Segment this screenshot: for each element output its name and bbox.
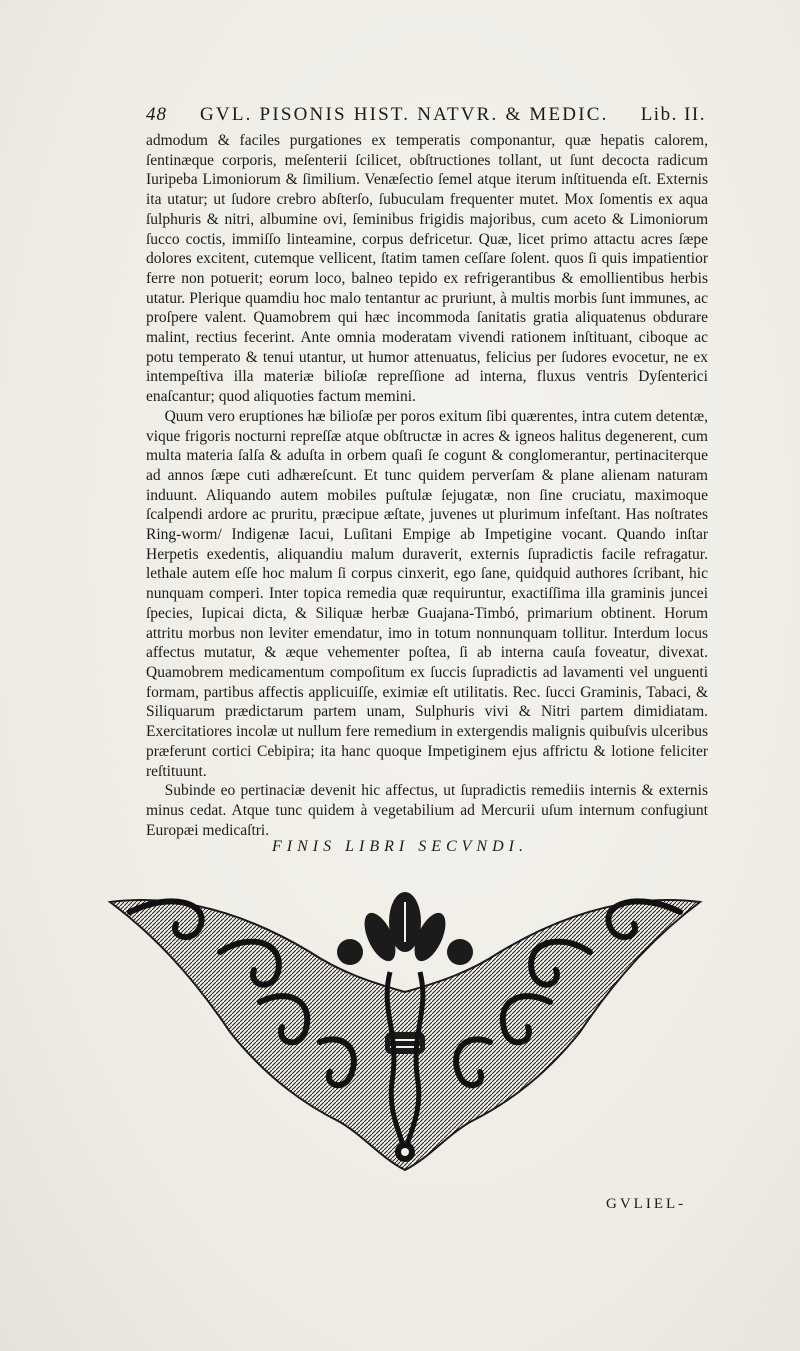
page-number: 48 bbox=[146, 104, 167, 125]
finis-line: FINIS LIBRI SECVNDI. bbox=[272, 838, 528, 855]
main-text bbox=[146, 131, 708, 840]
running-title: GVL. PISONIS HIST. NATVR. & MEDIC. bbox=[200, 104, 609, 125]
paragraph-1: admodum & faciles purgationes ex temperatis componantur, quæ hepatis calorem, ſentinæque corporis, meſenterii ſcilicet, obſtructiones tollant, ut ſunt decocta radicum Iuripeba Limoniorum & ſimilium. Venæſectio ſemel atque iterum inſtituenda eſt. Externis ita utatur; ut ſudore crebro abſterſo, ſubuculam frequenter mutet. Mox ſomentis ex aqua ſulphuris & nitri, albumine ovi, ſeminibus frigidis majoribus, cum aceto & Limoniorum ſucco coctis, immiſſo linteamine, corpus defricetur. Quæ, licet primo attactu acres ſæpe dolores excitent, cutemque vellicent, ſtatim tamen ceſſare ſolent. quos ſi quis impatientior ferre non potuerit; eorum loco, balneo tepido ex refrigerantibus & emollientibus herbis utatur. Plerique quamdiu hoc malo tentantur ac pruriunt, à multis morbis ſunt immunes, ac proſpere valent. Quamobrem qui hæc incommoda ſanitatis gratia aliquatenus obdurare malint, rectius fecerint. Ante omnia moderatam vivendi rationem inſtituant, ciboque ac potu temperato & tenui utantur, ut humor attenuatus, felicius per ſudores evocetur, ne ex intempeſtiva illa materiæ bilioſæ repreſſione ad interna, fluxus ventris Dyſenterici enaſcantur; quod aliquoties factum memini. bbox=[146, 132, 708, 406]
catchword: GVLIEL- bbox=[606, 1196, 687, 1212]
book-label: Lib. II. bbox=[640, 104, 706, 125]
paragraph-3: Subinde eo pertinaciæ devenit hic affectus, ut ſupradictis remediis internis & externis minus cedat. Atque tunc quidem à vegetabilium ad Mercurii uſum internum confugiunt Europæi medicaſtri. bbox=[146, 782, 708, 839]
tailpiece-ornament bbox=[100, 882, 710, 1172]
paragraph-2: Quum vero eruptiones hæ bilioſæ per poros exitum ſibi quærentes, intra cutem detentæ, vique frigoris nocturni repreſſæ atque obſtructæ in acres & igneos halitus degenerent, cum multa materia ſalſa & aduſta in orbem quaſi ſe cogunt & conglomerantur, pertinaciterque ad annos ſæpe cuti adhæreſcunt. Et tunc quidem perverſam & plane alienam naturam induunt. Aliquando autem mobiles puſtulæ ſejugatæ, non ſine cruciatu, maximoque ſcalpendi ardore ac pruritu, præcipue æſtate, juvenes ut plurimum infeſtant. Has noſtrates Ring-worm/ Indigenæ Iacui, Luſitani Empige ab Impetigine vocant. Quando inſtar Herpetis exedentis, aliquandiu malum duraverit, externis ſupradictis facile refragatur. lethale autem eſſe hoc malum ſi corpus cinxerit, ego ſane, quidquid authores ſcribant, hic nunquam comperi. Inter topica remedia quæ requiruntur, exactiſſima illa graminis juncei ſpecies, Iupicai dicta, & Siliquæ herbæ Guajana-Timbó, primarium obtinent. Horum attritu morbus non leviter emendatur, imo in totum nonnunquam tollitur. Interdum locus affectus mutatur, & æque vehementer poſtea, ſi ab interna cauſa foveatur, divexat. Quamobrem medicamentum compoſitum ex ſuccis ſupradictis ad lavamenti vel unguenti formam, partibus affectis applicuiſſe, eximiæ eſt utilitatis. Rec. ſucci Graminis, Tabaci, & Siliquarum prædictarum partem unam, Sulphuris vivi & Nitri partem dimidiatam. Exercitatiores incolæ ut nullum fere remedium in extergendis malignis quibuſvis ulceribus præferunt cortici Cebipira; ita hanc quoque Impetiginem ejus affrictu & lotione feliciter reſtituunt. bbox=[146, 407, 708, 780]
running-header bbox=[146, 104, 706, 132]
